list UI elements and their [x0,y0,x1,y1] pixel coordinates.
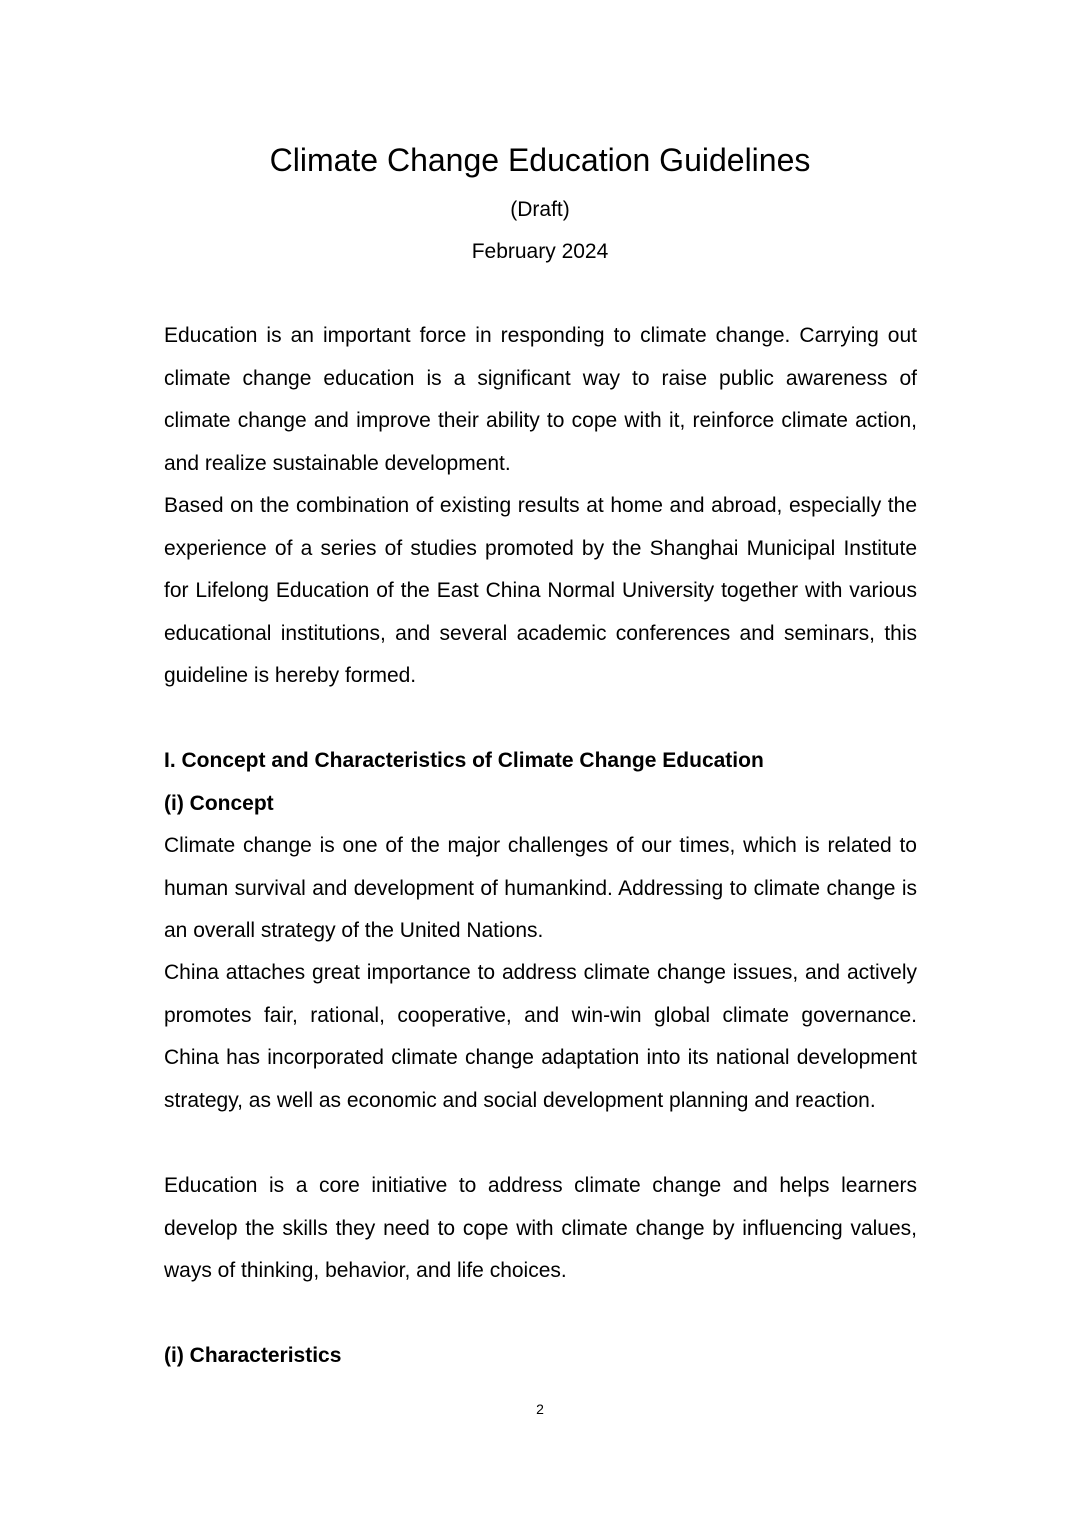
concept-paragraph-3: Education is a core initiative to address climate change and helps learners develop the skills they need to cope with climate change by influencing values, ways of thinking, behavior, and life choices. [164,1174,917,1282]
concept-paragraph-1: Climate change is one of the major challenges of our times, which is related to human survival and development of humankind. Addressing to climate change is an overall strategy of the United Nations. [164,834,917,942]
intro-paragraph-1: Education is an important force in responding to climate change. Carrying out climate change education is a significant way to raise public awareness of climate change and improve their ability to cope with it, reinforce climate action, and realize sustainable development. [164,324,917,475]
intro-paragraph-2: Based on the combination of existing results at home and abroad, especially the experience of a series of studies promoted by the Shanghai Municipal Institute for Lifelong Education of the East China Normal University together with various educational institutions, and several academic conferences and seminars, this guideline is hereby formed. [164,494,917,687]
subsection-heading-concept: (i) Concept [164,792,274,815]
section-heading: I. Concept and Characteristics of Climate Change Education [164,749,764,772]
document-title: Climate Change Education Guidelines [269,142,811,178]
draft-label: (Draft) [510,198,570,221]
document-date: February 2024 [471,240,609,263]
page-number: 2 [536,1401,544,1417]
concept-paragraph-2: China attaches great importance to address climate change issues, and actively promotes fair, rational, cooperative, and win-win global climate governance. China has incorporated climate change adaptation into its national development strategy, as well as economic and social development planning and reaction. [164,961,917,1112]
subsection-heading-characteristics: (i) Characteristics [164,1344,342,1367]
